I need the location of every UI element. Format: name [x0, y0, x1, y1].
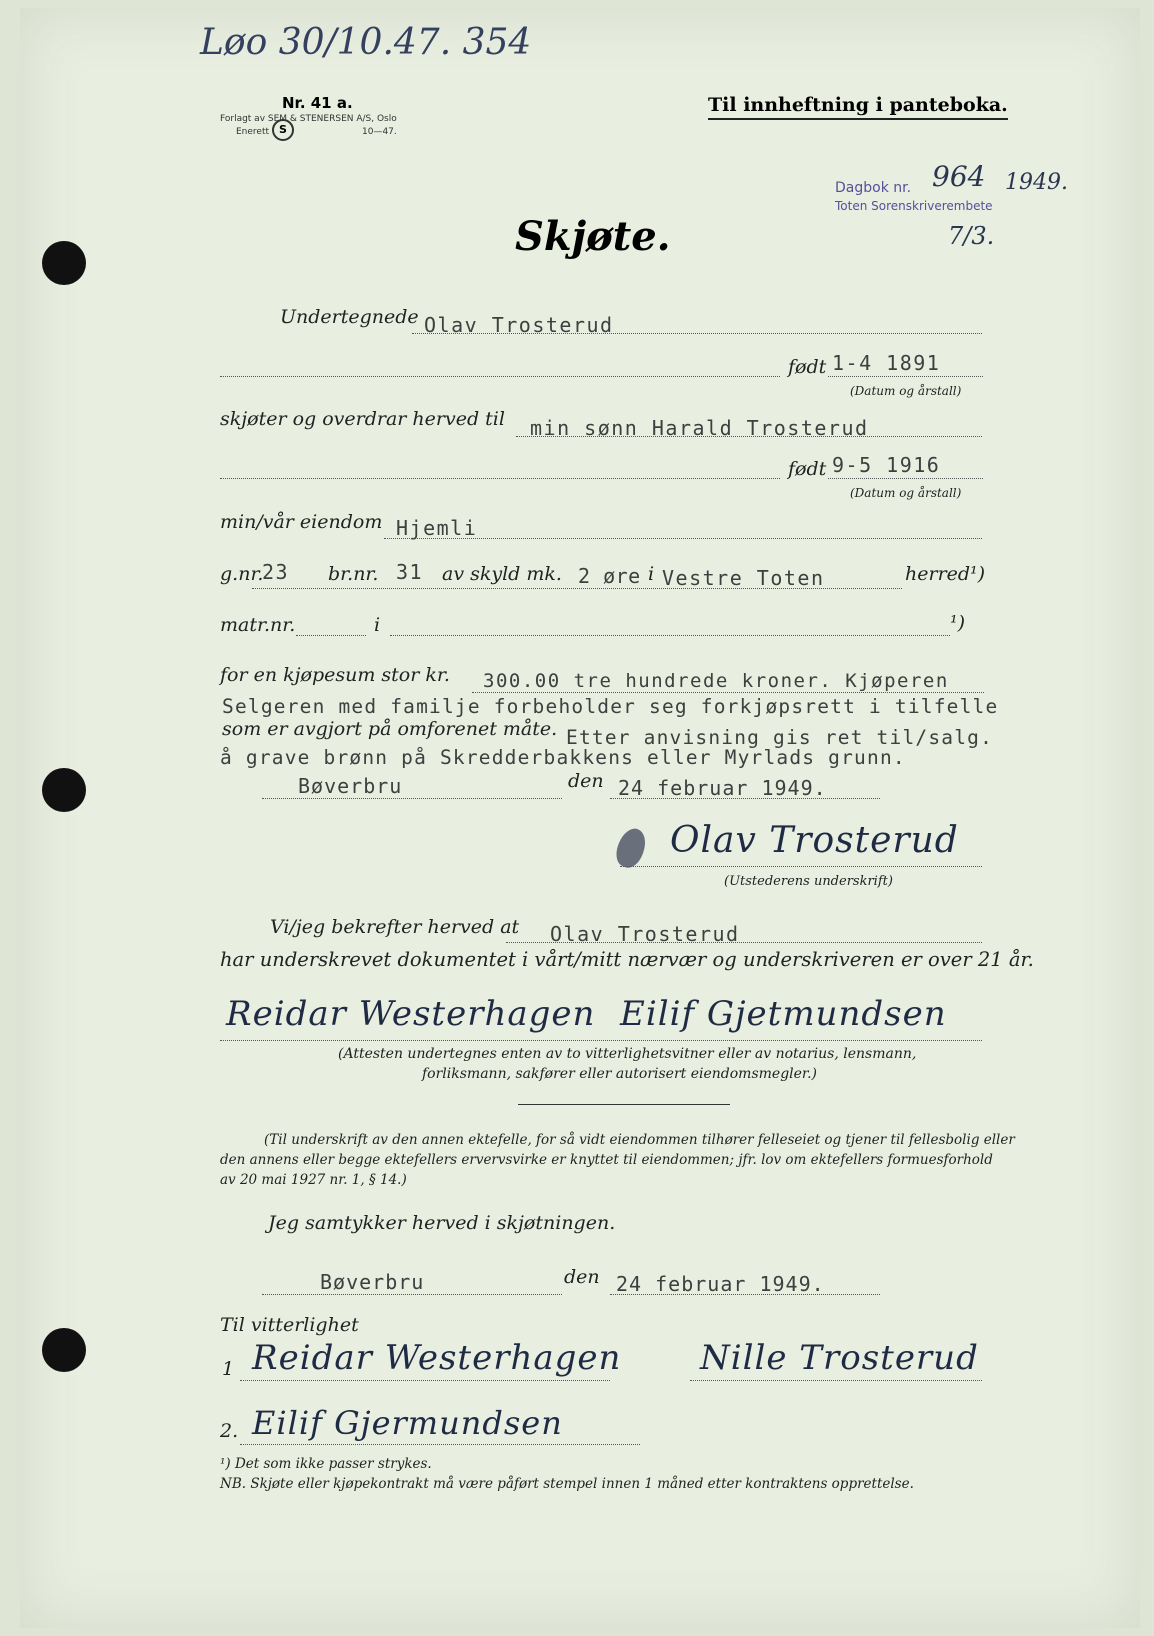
attest-note-line-1: (Attesten undertegnes enten av to vitterlighetsvitner eller av notarius, lensmann,	[338, 1046, 917, 1062]
fodt1-leading-line	[220, 376, 780, 377]
herred-i-label: i	[648, 563, 655, 585]
fodt2-hint: (Datum og årstall)	[850, 486, 962, 500]
date1-den-label: den	[568, 770, 604, 792]
kjopesum-typed-line-2: som er avgjort på omforenet måte.	[222, 718, 558, 740]
eiendom-label: min/vår eiendom	[220, 511, 383, 533]
gnr-value: 23	[262, 560, 290, 584]
issuer-signature: Olav Trosterud	[670, 820, 959, 861]
matr-label: matr.nr.	[220, 614, 296, 636]
kjopesum-typed-line-2b: Etter anvisning gis ret til/salg.	[566, 726, 994, 749]
bekrefter-prefix: Vi/jeg bekrefter herved at	[270, 916, 520, 938]
dagbok-stamp-office: Toten Sorenskriverembete	[835, 199, 993, 213]
matr-line-2	[390, 635, 950, 636]
dagbok-stamp-prefix: Dagbok nr.	[835, 180, 912, 196]
kjopesum-label: for en kjøpesum stor kr.	[220, 664, 450, 686]
publisher-date: 10—47.	[362, 127, 397, 137]
kjopesum-line	[472, 692, 984, 693]
place1-value: Bøverbru	[298, 774, 403, 798]
matr-i-label: i	[374, 614, 381, 636]
bekrefter-name: Olav Trosterud	[550, 922, 740, 946]
filing-label: Til innheftning i panteboka.	[708, 94, 1008, 120]
punch-hole-top	[42, 241, 86, 285]
place1-line	[262, 798, 562, 799]
eiendom-value: Hjemli	[396, 516, 478, 540]
document-page	[20, 8, 1140, 1628]
spouse-note-line-2: den annens eller begge ektefellers ervervsvirke er knyttet til eiendommen; jfr. lov om ektefellers formuesforhold	[220, 1152, 993, 1168]
publisher-enerett: Enerett	[236, 127, 270, 137]
witness2-signature: Eilif Gjermundsen	[252, 1404, 563, 1442]
date1-value: 24 februar 1949.	[618, 776, 827, 800]
date2-value: 24 februar 1949.	[616, 1272, 825, 1296]
skyld-label: av skyld mk.	[442, 563, 562, 585]
bekrefter-line-2: har underskrevet dokumentet i vårt/mitt nærvær og underskriveren er over 21 år.	[220, 948, 1034, 971]
kjopesum-typed-line-1: Selgeren med familje forbeholder seg forkjøpsrett i tilfelle	[222, 695, 999, 718]
fodt2-line	[828, 478, 983, 479]
footnote-line-1: ¹) Det som ikke passer strykes.	[220, 1456, 432, 1472]
witness2-line	[240, 1444, 640, 1445]
witness2-number: 2.	[220, 1420, 239, 1442]
witness-signature-right: Eilif Gjetmundsen	[620, 994, 947, 1034]
punch-hole-middle	[42, 768, 86, 812]
skjoter-value: min sønn Harald Trosterud	[530, 416, 869, 440]
matr-suffix: ¹)	[950, 612, 966, 634]
brnr-value: 31	[396, 560, 424, 584]
dagbok-number: 964	[932, 160, 986, 193]
place2-value: Bøverbru	[320, 1270, 425, 1294]
publisher-line: Forlagt av SEM & STENERSEN A/S, Oslo	[220, 114, 397, 124]
skjoter-label: skjøter og overdrar herved til	[220, 408, 505, 430]
signature1-line	[620, 866, 982, 867]
form-number: Nr. 41 a.	[282, 94, 353, 112]
witness1-line	[240, 1380, 610, 1381]
witness-signature-left: Reidar Westerhagen	[226, 994, 596, 1034]
attest-note-line-2: forliksmann, sakfører eller autorisert eiendomsmegler.)	[422, 1066, 817, 1082]
date1-line	[610, 798, 880, 799]
section-divider	[518, 1104, 730, 1105]
document-title: Skjøte.	[515, 213, 671, 260]
dagbok-date: 7/3.	[948, 222, 995, 250]
fodt1-hint: (Datum og årstall)	[850, 384, 962, 398]
date2-den-label: den	[564, 1266, 600, 1288]
fodt1-value: 1-4 1891	[832, 351, 941, 375]
date2-line	[610, 1294, 880, 1295]
signature1-label: (Utstederens underskrift)	[724, 874, 893, 889]
punch-hole-bottom	[42, 1328, 86, 1372]
fodt2-label: født	[788, 458, 827, 480]
kjopesum-typed-line-3: å grave brønn på Skredderbakkens eller Myrlads grunn.	[220, 746, 906, 769]
witness-line	[220, 1040, 982, 1041]
fodt1-line	[828, 376, 983, 377]
publisher-logo-icon: S	[272, 119, 294, 141]
skyld-value: 2 øre	[578, 564, 641, 588]
herred-value: Vestre Toten	[662, 566, 825, 590]
spouse-note-line-3: av 20 mai 1927 nr. 1, § 14.)	[220, 1172, 407, 1188]
gnr-line	[252, 588, 902, 589]
brnr-label: br.nr.	[328, 563, 379, 585]
fodt2-leading-line	[220, 478, 780, 479]
spouse-note-line-1: (Til underskrift av den annen ektefelle, for så vidt eiendommen tilhører felleseiet og tjener til fellesbolig eller	[264, 1132, 1015, 1148]
dagbok-year: 1949.	[1005, 170, 1068, 195]
vitterlighet-label: Til vitterlighet	[220, 1314, 359, 1336]
fodt1-label: født	[788, 356, 827, 378]
kjopesum-value: 300.00 tre hundrede kroner. Kjøperen	[483, 670, 949, 692]
eiendom-line	[384, 538, 982, 539]
spouse-signature-line	[690, 1380, 982, 1381]
spouse-signature: Nille Trosterud	[700, 1338, 979, 1378]
matr-line-1	[296, 635, 366, 636]
handwritten-header-note: Løo 30/10.47. 354	[200, 22, 532, 63]
samtykke-text: Jeg samtykker herved i skjøtningen.	[268, 1212, 616, 1234]
witness1-number: 1	[222, 1358, 235, 1380]
fingerprint-icon	[612, 825, 650, 871]
gnr-label: g.nr.	[220, 563, 264, 585]
skjoter-line	[516, 436, 982, 437]
herred-label: herred¹)	[905, 563, 986, 585]
place2-line	[262, 1294, 562, 1295]
undertegnede-label: Undertegnede	[280, 306, 419, 328]
undertegnede-value: Olav Trosterud	[424, 313, 614, 337]
footnote-line-2: NB. Skjøte eller kjøpekontrakt må være påført stempel innen 1 måned etter kontraktens opprettelse.	[220, 1476, 914, 1492]
fodt2-value: 9-5 1916	[832, 453, 941, 477]
bekrefter-line	[506, 942, 982, 943]
undertegnede-line	[412, 333, 982, 334]
witness1-signature: Reidar Westerhagen	[252, 1338, 622, 1378]
